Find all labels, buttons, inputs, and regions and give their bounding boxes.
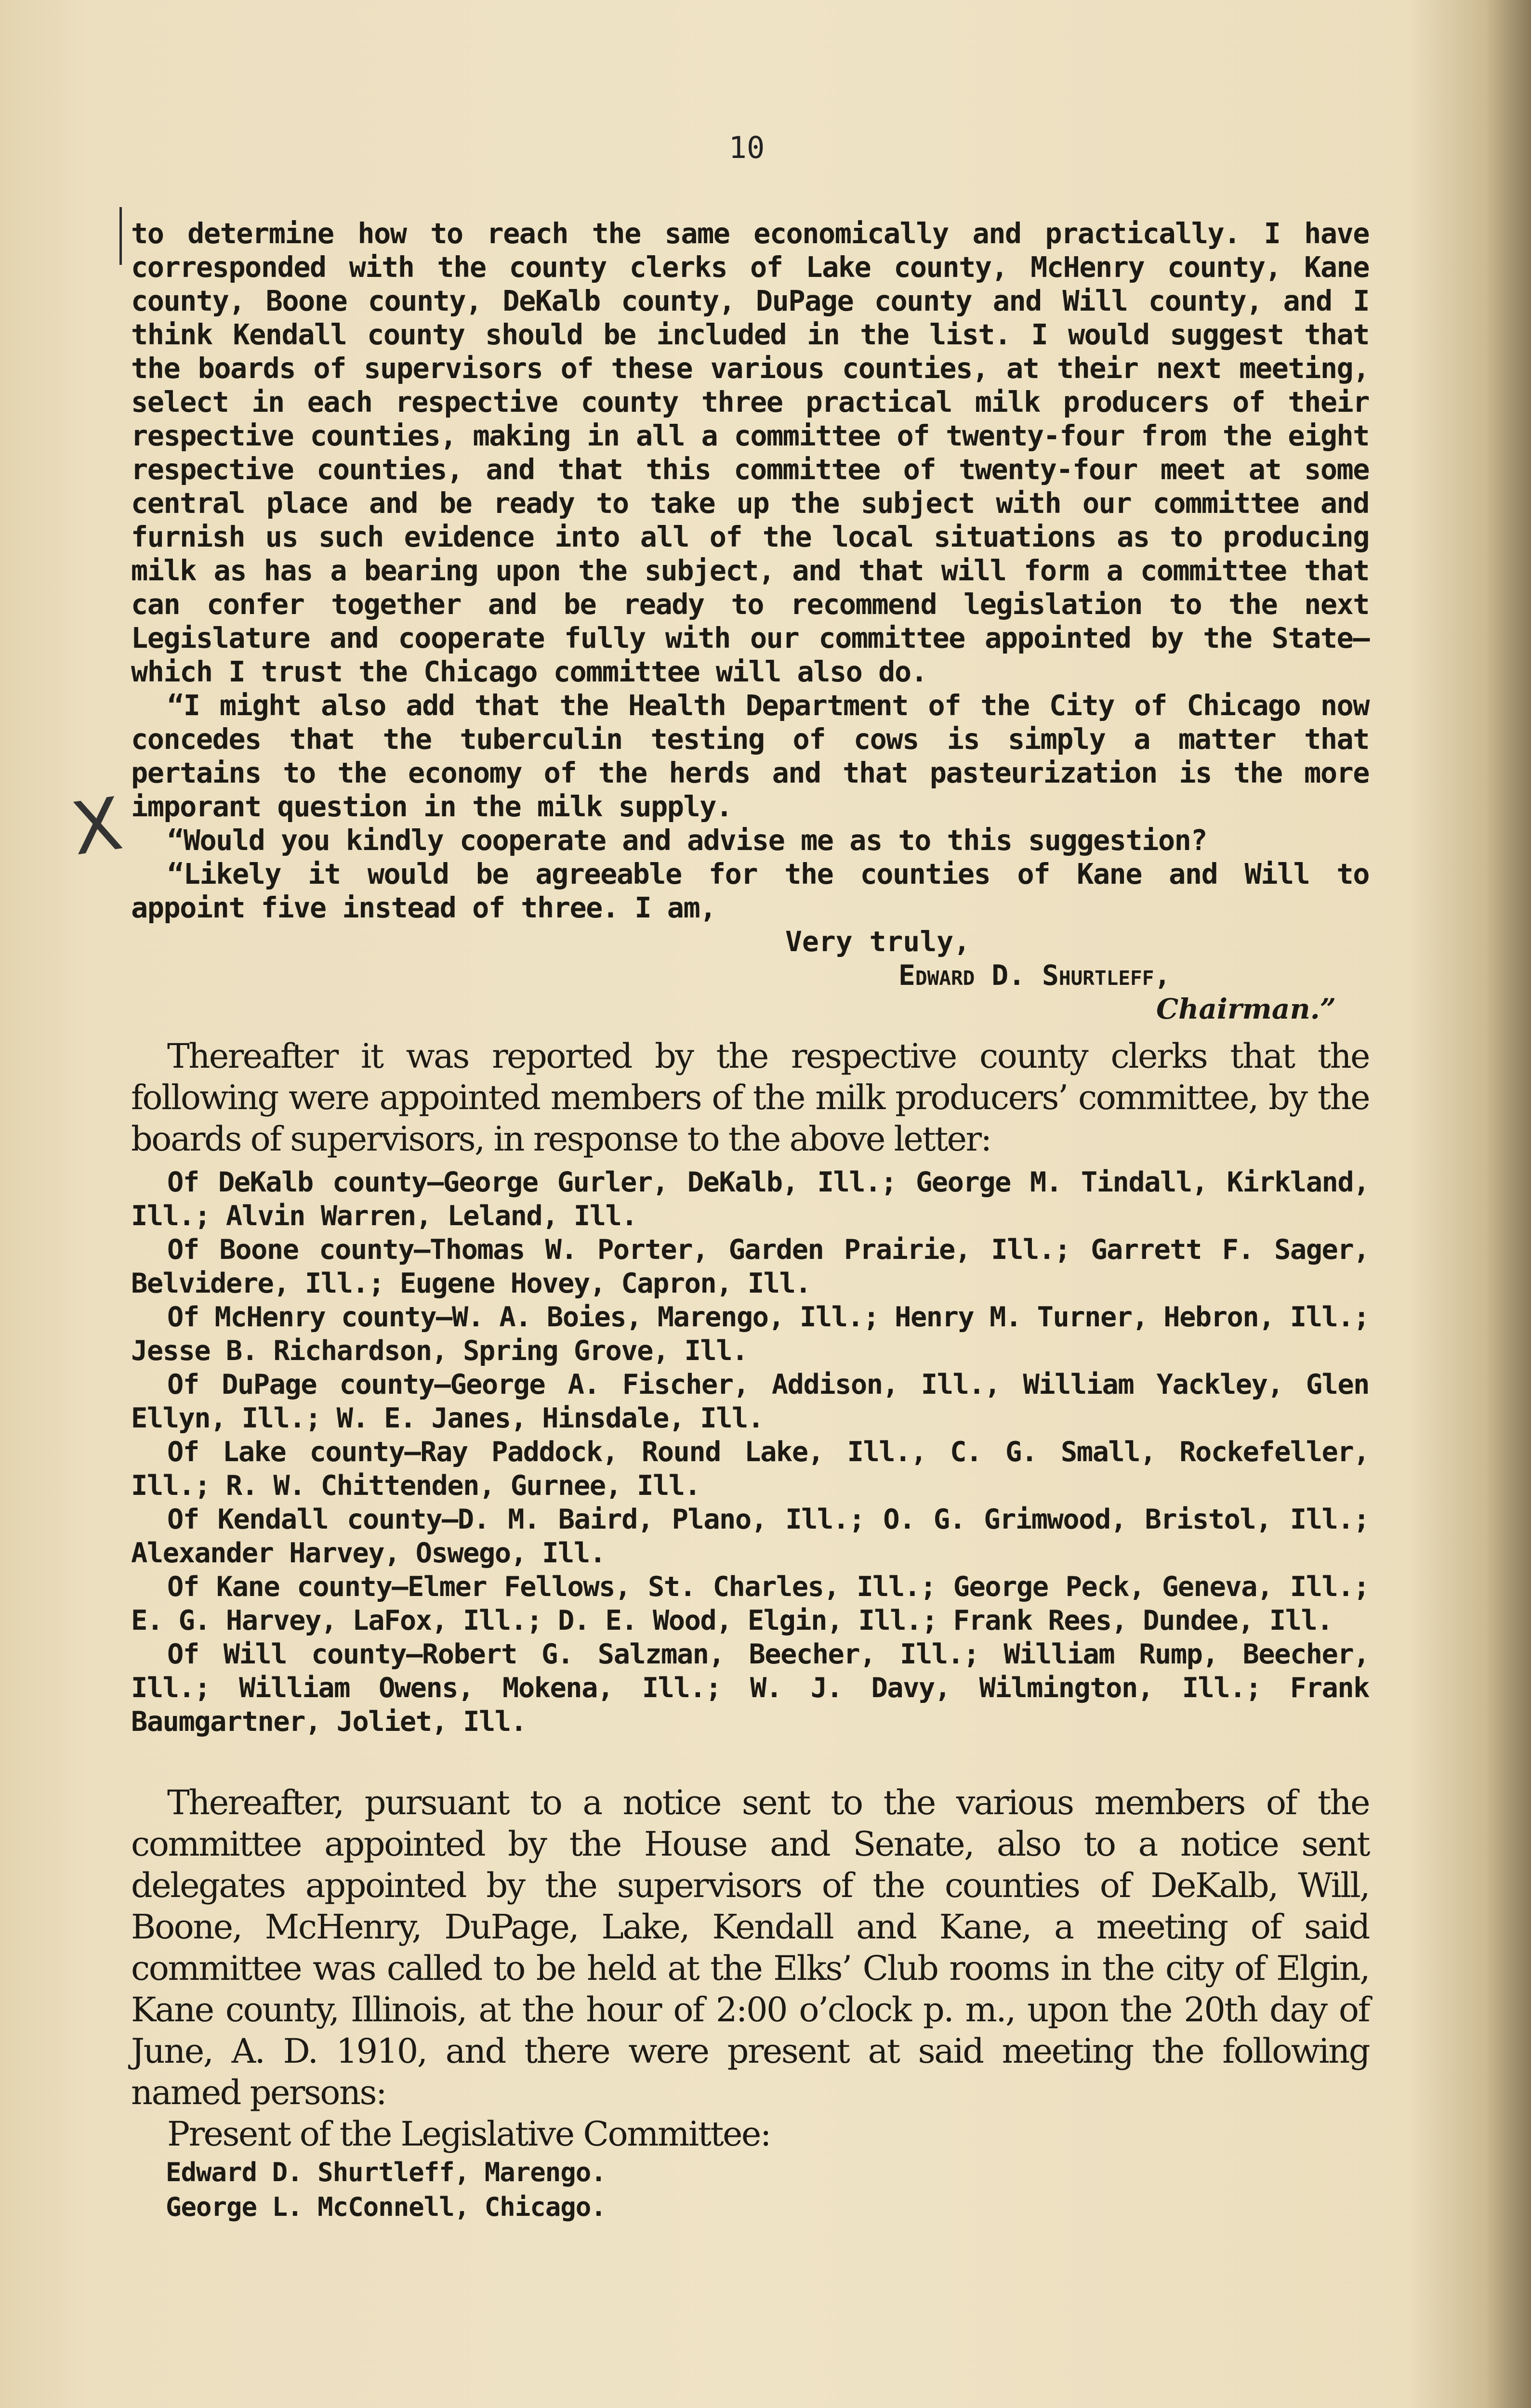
list-item: Of Kane county—Elmer Fellows, St. Charles, Ill.; George Peck, Geneva, Ill.; E. G. Harvey, LaFox, Ill.; D. E. Wood, Elgin, Ill.; Frank Rees, Dundee, Ill. [131,1571,1369,1636]
margin-annotation-x: X [66,782,128,872]
present-member: Edward D. Shurtleff, Marengo. [166,2157,606,2187]
letter-signature: Edward D. Shurtleff, [898,959,1171,992]
report-section [131,1035,1369,1160]
letter-paragraph: “I might also add that the Health Department of the City of Chicago now concedes that the tuberculin testing of cows is simply a matter that pertains to the economy of the herds and that pasteurization is the more imporant question in the milk supply. [131,689,1369,823]
list-item: Of Lake county—Ray Paddock, Round Lake, Ill., C. G. Small, Rockefeller, Ill.; R. W. Chittenden, Gurnee, Ill. [131,1436,1369,1502]
list-item: Of DeKalb county—George Gurler, DeKalb, Ill.; George M. Tindall, Kirkland, Ill.; Alvin Warren, Leland, Ill. [131,1166,1369,1232]
letter-paragraph: to determine how to reach the same economically and practically. I have corresponded with the county clerks of Lake county, McHenry county, Kane county, Boone county, DeKalb county, DuPage county and Will county, and I think Kendall county should be included in the list. I would suggest that the boards of supervisors of these various counties, at their next meeting, select in each respective county three practical milk producers of their respective counties, making in all a committee of twenty-four from the eight respective counties, and that this committee of twenty-four meet at some central place and be ready to take up the subject with our committee and furnish us such evidence into all of the local situations as to producing milk as has a bearing upon the subject, and that will form a committee that can confer together and be ready to recommend legislation to the next Legislature and cooperate fully with our committee appointed by the State—which I trust the Chicago committee will also do. [131,217,1369,688]
list-item: Of Boone county—Thomas W. Porter, Garden Prairie, Ill.; Garrett F. Sager, Belvidere, Ill.; Eugene Hovey, Capron, Ill. [131,1234,1369,1299]
letter-closing: Very truly, [785,925,971,958]
letter-signer-title: Chairman.” [1156,993,1336,1025]
list-item: Of Will county—Robert G. Salzman, Beecher, Ill.; William Rump, Beecher, Ill.; William Owens, Mokena, Ill.; W. J. Davy, Wilmington, Ill.; Frank Baumgartner, Joliet, Ill. [131,1638,1369,1738]
present-members [131,2155,1369,2225]
letter-body [131,217,1369,925]
present-heading: Present of the Legislative Committee: [167,2114,770,2154]
letter-paragraph: “Likely it would be agreeable for the counties of Kane and Will to appoint five instead of three. I am, [131,858,1369,924]
present-member: George L. McConnell, Chicago. [166,2192,606,2222]
letter-paragraph: “Would you kindly cooperate and advise me as to this suggestion? [167,824,1207,857]
meeting-paragraph: Thereafter, pursuant to a notice sent to the various members of the committee appointed by the House and Senate, also to a notice sent delegates appointed by the supervisors of the counties of DeKalb, Will, Boone, McHenry, DuPage, Lake, Kendall and Kane, a meeting of said committee was called to be held at the Elks’ Club rooms in the city of Elgin, Kane county, Illinois, at the hour of 2:00 o’clock p. m., upon the 20th day of June, A. D. 1910, and there were present at said meeting the following named persons: [131,1783,1369,2112]
meeting-section [131,1782,1369,2155]
list-item: Of DuPage county—George A. Fischer, Addison, Ill., William Yackley, Glen Ellyn, Ill.; W. E. Janes, Hinsdale, Ill. [131,1369,1369,1434]
list-item: Of McHenry county—W. A. Boies, Marengo, Ill.; Henry M. Turner, Hebron, Ill.; Jesse B. Richardson, Spring Grove, Ill. [131,1301,1369,1367]
page-number: 10 [728,130,765,165]
list-item: Of Kendall county—D. M. Baird, Plano, Ill.; O. G. Grimwood, Bristol, Ill.; Alexander Harvey, Oswego, Ill. [131,1504,1369,1569]
margin-bracket [119,207,122,265]
appointee-list [131,1165,1369,1739]
report-intro: Thereafter it was reported by the respective county clerks that the following were appointed members of the milk producers’ committee, by the boards of supervisors, in response to the above letter: [131,1036,1369,1159]
